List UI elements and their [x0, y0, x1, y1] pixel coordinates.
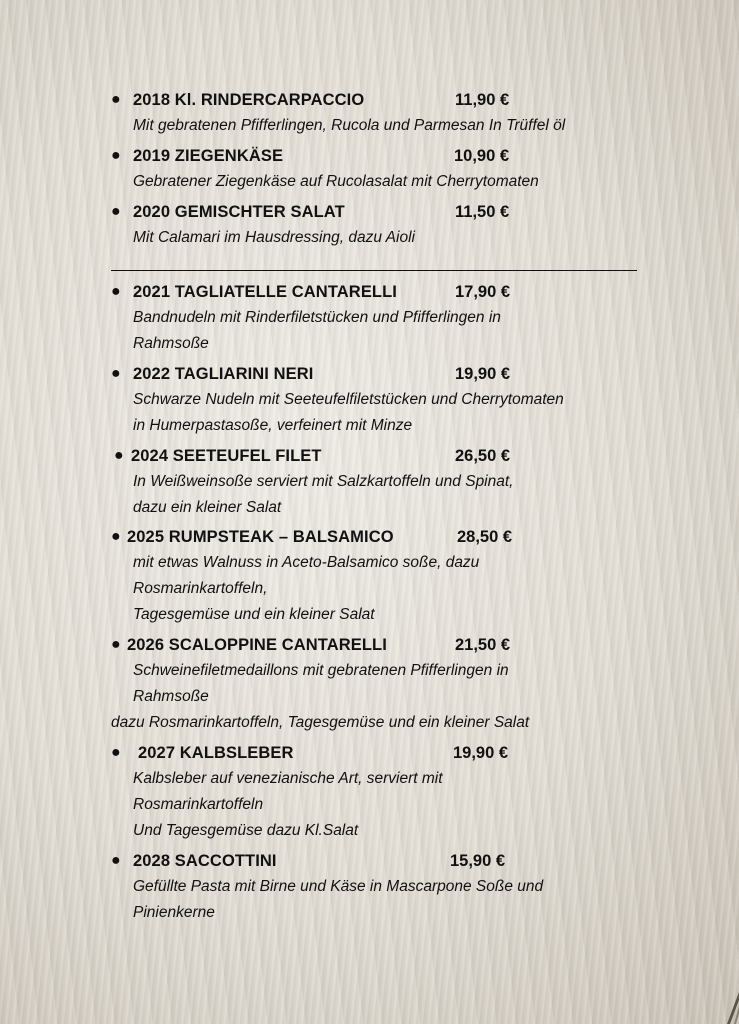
dish-description: Kalbsleber auf venezianische Art, serviert mit [133, 770, 443, 787]
dish-description: Schwarze Nudeln mit Seeteufelfiletstücken und Cherrytomaten [133, 391, 564, 408]
bullet-icon: ● [111, 744, 121, 761]
dish-price: 28,50 € [457, 528, 513, 546]
menu-item-kalbsleber [0, 740, 739, 844]
menu-item-scaloppine-cantarelli [0, 632, 739, 736]
dish-price: 19,90 € [455, 365, 511, 383]
page-corner-decoration [699, 984, 739, 1024]
bullet-icon: ● [111, 636, 121, 653]
bullet-icon: ● [114, 447, 124, 464]
menu-item-tagliarini-neri [0, 361, 739, 439]
dish-name: 2028 SACCOTTINI [133, 852, 277, 870]
dish-description: Rahmsoße [133, 335, 209, 352]
dish-description: Mit gebratenen Pfifferlingen, Rucola und Parmesan In Trüffel öl [133, 117, 566, 134]
menu-item-ziegenkaese [0, 143, 739, 195]
dish-name: 2020 GEMISCHTER SALAT [133, 203, 345, 221]
dish-price: 15,90 € [450, 852, 506, 870]
dish-name: 2027 KALBSLEBER [138, 744, 294, 762]
menu-item-tagliatelle-cantarelli [0, 279, 739, 357]
dish-name: 2022 TAGLIARINI NERI [133, 365, 314, 383]
bullet-icon: ● [111, 528, 121, 545]
bullet-icon: ● [111, 91, 121, 108]
dish-description: Gebratener Ziegenkäse auf Rucolasalat mit Cherrytomaten [133, 173, 539, 190]
dish-name: 2025 RUMPSTEAK – BALSAMICO [127, 528, 394, 546]
dish-price: 19,90 € [453, 744, 509, 762]
dish-name: 2026 SCALOPPINE CANTARELLI [127, 636, 387, 654]
dish-name: 2018 Kl. RINDERCARPACCIO [133, 91, 365, 109]
dish-name: 2021 TAGLIATELLE CANTARELLI [133, 283, 397, 301]
menu-item-saccottini [0, 848, 739, 926]
dish-description: Rahmsoße [133, 688, 209, 705]
dish-description: Rosmarinkartoffeln, [133, 580, 268, 597]
dish-price: 11,50 € [455, 203, 510, 221]
dish-description: Gefüllte Pasta mit Birne und Käse in Mascarpone Soße und [133, 878, 544, 895]
dish-description: dazu Rosmarinkartoffeln, Tagesgemüse und ein kleiner Salat [111, 714, 530, 731]
bullet-icon: ● [111, 203, 121, 220]
dish-description: Und Tagesgemüse dazu Kl.Salat [133, 822, 359, 839]
dish-description: Tagesgemüse und ein kleiner Salat [133, 606, 375, 623]
dish-price: 10,90 € [454, 147, 510, 165]
dish-description: dazu ein kleiner Salat [133, 499, 282, 516]
bullet-icon: ● [111, 365, 121, 382]
dish-name: 2019 ZIEGENKÄSE [133, 147, 284, 165]
menu-item-rindercarpaccio [0, 87, 739, 139]
dish-description: Schweinefiletmedaillons mit gebratenen Pfifferlingen in [133, 662, 509, 679]
section-divider [111, 270, 637, 271]
dish-price: 17,90 € [455, 283, 511, 301]
dish-description: Rosmarinkartoffeln [133, 796, 264, 813]
bullet-icon: ● [111, 147, 121, 164]
dish-price: 11,90 € [455, 91, 510, 109]
menu-item-seeteufel-filet [0, 443, 739, 521]
dish-description: mit etwas Walnuss in Aceto-Balsamico soße, dazu [133, 554, 480, 571]
bullet-icon: ● [111, 852, 121, 869]
dish-price: 26,50 € [455, 447, 511, 465]
dish-price: 21,50 € [455, 636, 511, 654]
dish-description: Bandnudeln mit Rinderfiletstücken und Pfifferlingen in [133, 309, 501, 326]
menu-item-rumpsteak-balsamico [0, 524, 739, 628]
dish-description: Pinienkerne [133, 904, 215, 921]
menu-item-gemischter-salat [0, 199, 739, 251]
dish-description: In Weißweinsoße serviert mit Salzkartoffeln und Spinat, [133, 473, 514, 490]
bullet-icon: ● [111, 283, 121, 300]
dish-description: in Humerpastasoße, verfeinert mit Minze [133, 417, 413, 434]
dish-description: Mit Calamari im Hausdressing, dazu Aioli [133, 229, 415, 246]
dish-name: 2024 SEETEUFEL FILET [131, 447, 322, 465]
